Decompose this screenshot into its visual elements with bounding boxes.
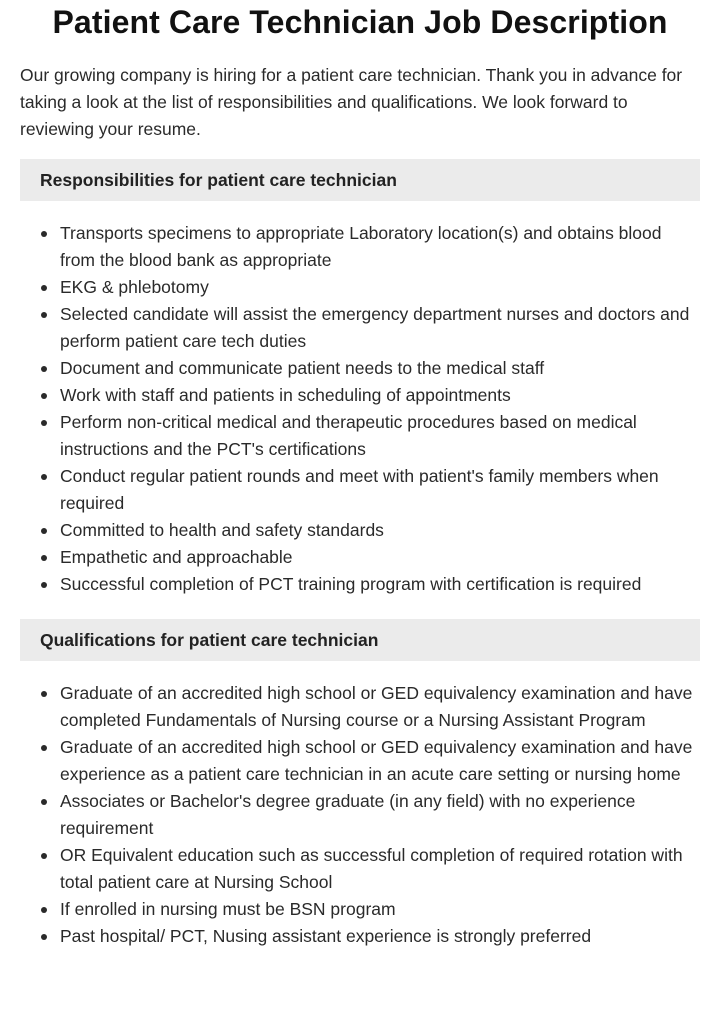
bullet-icon bbox=[41, 420, 47, 426]
bullet-icon bbox=[41, 474, 47, 480]
list-item-text: Work with staff and patients in scheduling of appointments bbox=[60, 385, 511, 405]
list-item bbox=[60, 517, 700, 544]
bullet-icon bbox=[41, 393, 47, 399]
list-item-text: Successful completion of PCT training program with certification is required bbox=[60, 574, 642, 594]
bullet-icon bbox=[41, 231, 47, 237]
list-item bbox=[60, 680, 700, 734]
list-item bbox=[60, 544, 700, 571]
bullet-icon bbox=[41, 312, 47, 318]
list-item-text: Graduate of an accredited high school or GED equivalency examination and have experience as a patient care technician in an acute care setting or nursing home bbox=[60, 737, 693, 784]
bullet-icon bbox=[41, 799, 47, 805]
bullet-icon bbox=[41, 745, 47, 751]
bullet-icon bbox=[41, 285, 47, 291]
list-item-text: Selected candidate will assist the emergency department nurses and doctors and perform patient care tech duties bbox=[60, 304, 690, 351]
list-item bbox=[60, 409, 700, 463]
list-item-text: Committed to health and safety standards bbox=[60, 520, 384, 540]
bullet-icon bbox=[41, 934, 47, 940]
list-item-text: Transports specimens to appropriate Laboratory location(s) and obtains blood from the blood bank as appropriate bbox=[60, 223, 662, 270]
list-item bbox=[60, 571, 700, 598]
list-item bbox=[60, 463, 700, 517]
list-item-text: EKG & phlebotomy bbox=[60, 277, 209, 297]
list-item bbox=[60, 788, 700, 842]
list-item bbox=[60, 734, 700, 788]
responsibilities-heading: Responsibilities for patient care technician bbox=[20, 159, 700, 201]
bullet-icon bbox=[41, 366, 47, 372]
responsibilities-list bbox=[20, 220, 700, 598]
list-item bbox=[60, 923, 700, 950]
qualifications-heading: Qualifications for patient care technician bbox=[20, 619, 700, 661]
list-item-text: If enrolled in nursing must be BSN program bbox=[60, 899, 396, 919]
bullet-icon bbox=[41, 907, 47, 913]
list-item bbox=[60, 301, 700, 355]
list-item bbox=[60, 355, 700, 382]
list-item bbox=[60, 842, 700, 896]
list-item bbox=[60, 382, 700, 409]
list-item-text: Past hospital/ PCT, Nusing assistant experience is strongly preferred bbox=[60, 926, 592, 946]
qualifications-list bbox=[20, 680, 700, 950]
list-item-text: Conduct regular patient rounds and meet with patient's family members when required bbox=[60, 466, 659, 513]
list-item-text: Associates or Bachelor's degree graduate (in any field) with no experience requirement bbox=[60, 791, 636, 838]
bullet-icon bbox=[41, 555, 47, 561]
list-item bbox=[60, 896, 700, 923]
bullet-icon bbox=[41, 582, 47, 588]
page-title: Patient Care Technician Job Description bbox=[52, 4, 668, 40]
bullet-icon bbox=[41, 853, 47, 859]
list-item bbox=[60, 220, 700, 274]
intro-paragraph: Our growing company is hiring for a patient care technician. Thank you in advance for taking a look at the list of responsibilities and qualifications. We look forward to reviewing your resume. bbox=[20, 65, 683, 139]
list-item bbox=[60, 274, 700, 301]
list-item-text: Graduate of an accredited high school or GED equivalency examination and have completed Fundamentals of Nursing course or a Nursing Assistant Program bbox=[60, 683, 693, 730]
bullet-icon bbox=[41, 528, 47, 534]
list-item-text: Perform non-critical medical and therapeutic procedures based on medical instructions and the PCT's certifications bbox=[60, 412, 637, 459]
list-item-text: OR Equivalent education such as successful completion of required rotation with total patient care at Nursing School bbox=[60, 845, 683, 892]
bullet-icon bbox=[41, 691, 47, 697]
list-item-text: Document and communicate patient needs to the medical staff bbox=[60, 358, 545, 378]
list-item-text: Empathetic and approachable bbox=[60, 547, 293, 567]
